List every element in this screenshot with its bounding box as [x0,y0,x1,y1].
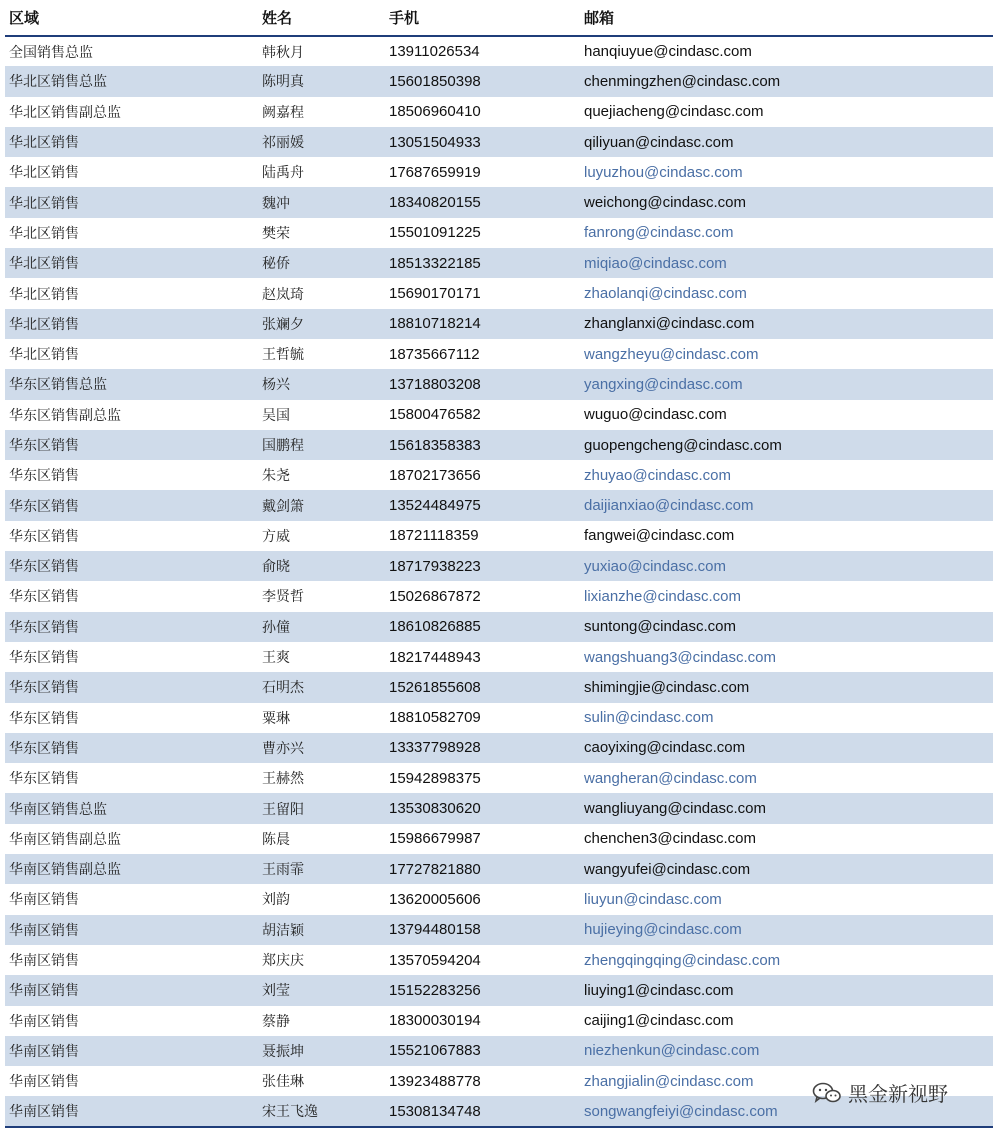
cell-phone: 18735667112 [389,345,480,363]
cell-name: 赵岚琦 [262,286,304,303]
cell-email: wangliuyang@cindasc.com [584,800,766,818]
table-row [5,369,993,399]
table-row [5,733,993,763]
cell-email: guopengcheng@cindasc.com [584,436,782,454]
header-name: 姓名 [258,0,385,36]
cell-region: 华南区销售 [9,983,79,1000]
cell-region: 华南区销售 [9,1013,79,1030]
cell-phone: 15026867872 [389,587,481,605]
cell-phone: 18721118359 [389,527,479,545]
cell-name: 蔡静 [262,1013,290,1030]
cell-name: 石明杰 [262,680,304,697]
cell-phone: 18810718214 [389,315,481,333]
cell-email[interactable]: liuyun@cindasc.com [584,890,722,908]
cell-region: 华南区销售 [5,1096,258,1126]
table-row [5,278,993,308]
cell-region: 华南区销售副总监 [9,831,121,848]
cell-name: 孙僮 [262,619,290,636]
cell-email[interactable]: niezhenkun@cindasc.com [584,1042,760,1060]
cell-email[interactable]: hujieying@cindasc.com [584,921,742,939]
cell-phone: 17687659919 [389,163,481,181]
cell-region: 华南区销售 [9,1074,79,1091]
cell-region: 华东区销售 [9,680,79,697]
cell-phone: 18340820155 [389,194,481,212]
cell-name: 王爽 [262,650,290,667]
table-row [5,187,993,217]
cell-email: zhanglanxi@cindasc.com [584,315,755,333]
cell-phone: 18513322185 [389,254,481,272]
cell-phone: 13923488778 [389,1072,481,1090]
cell-region: 华北区销售 [9,256,79,273]
cell-name: 朱尧 [262,468,290,485]
cell-phone: 15618358383 [389,436,481,454]
table-row [5,1006,993,1036]
cell-name: 聂振坤 [262,1043,304,1060]
cell-name: 王赫然 [262,771,304,788]
cell-name: 国鹏程 [262,438,304,454]
cell-name: 陈明真 [262,74,304,91]
cell-phone: 13570594204 [389,951,481,969]
table-row [5,581,993,611]
cell-phone: 15152283256 [389,981,481,999]
cell-phone: 18610826885 [389,618,481,636]
cell-email[interactable]: miqiao@cindasc.com [584,254,727,272]
cell-phone: 15942898375 [389,769,481,787]
cell-email: liuying1@cindasc.com [584,981,734,999]
header-phone: 手机 [385,0,580,36]
cell-email[interactable]: daijianxiao@cindasc.com [584,497,754,515]
table-row [5,248,993,278]
cell-name: 阙嘉程 [262,104,304,121]
cell-email[interactable]: luyuzhou@cindasc.com [584,163,743,181]
cell-phone: 17727821880 [389,860,481,878]
cell-region: 华南区销售 [9,953,79,970]
cell-phone: 13794480158 [389,921,481,939]
cell-phone: 18702173656 [389,466,481,484]
cell-phone: 15521067883 [389,1042,481,1060]
table-row [5,945,993,975]
table-row [5,854,993,884]
table-row [5,400,993,430]
cell-region: 华东区销售 [9,771,79,788]
sales-contact-table [5,0,993,1128]
cell-phone: 18506960410 [389,103,481,121]
cell-phone: 13051504933 [389,133,481,151]
cell-name: 粟琳 [262,710,290,727]
cell-name: 曹亦兴 [262,740,304,757]
cell-phone: 18810582709 [389,709,481,727]
cell-region: 华南区销售 [9,892,79,909]
cell-region: 华北区销售总监 [9,74,107,91]
cell-name: 戴剑箫 [262,498,304,515]
cell-name: 方威 [262,528,290,545]
watermark-text: 黑金新视野 [848,1082,948,1106]
table-row [5,884,993,914]
table-row [5,309,993,339]
cell-name: 魏冲 [262,195,290,212]
cell-email: wuguo@cindasc.com [584,406,727,424]
table-row [5,339,993,369]
table-row [5,551,993,581]
table-row [5,430,993,460]
table-row [5,66,993,96]
cell-region: 华北区销售 [9,135,79,152]
table-row [5,763,993,793]
wechat-icon [812,1081,842,1105]
cell-region: 华东区销售 [9,710,79,727]
cell-region: 华东区销售 [9,740,79,757]
cell-region: 华北区销售 [9,195,79,212]
table-row [5,612,993,642]
cell-name: 祁丽媛 [262,135,304,152]
cell-email[interactable]: wangheran@cindasc.com [584,769,757,787]
cell-name: 秘侨 [262,256,290,273]
cell-email: caijing1@cindasc.com [584,1012,734,1030]
table-row [5,521,993,551]
cell-email[interactable]: zhuyao@cindasc.com [584,466,731,484]
cell-email[interactable]: songwangfeiyi@cindasc.com [580,1096,993,1126]
cell-name: 李贤哲 [262,589,304,606]
cell-region: 华南区销售总监 [9,801,107,818]
cell-region: 华东区销售 [9,468,79,485]
cell-email[interactable]: zhengqingqing@cindasc.com [584,951,781,969]
cell-region: 华东区销售 [9,438,79,454]
cell-email[interactable]: fanrong@cindasc.com [584,224,734,242]
cell-region: 华南区销售 [9,1043,79,1060]
cell-phone: 13337798928 [389,739,481,757]
cell-email: chenmingzhen@cindasc.com [584,72,781,90]
cell-name: 韩秋月 [262,44,304,61]
cell-phone: 13524484975 [389,497,481,515]
table-row [5,915,993,945]
cell-phone: 15800476582 [389,406,481,424]
table-row [5,490,993,520]
cell-email: qiliyuan@cindasc.com [584,133,734,151]
cell-name: 俞晓 [262,559,290,576]
cell-email[interactable]: wangshuang3@cindasc.com [584,648,777,666]
cell-phone: 13620005606 [389,890,481,908]
cell-region: 华东区销售 [9,589,79,606]
cell-region: 华南区销售 [9,922,79,939]
table-row [5,157,993,187]
cell-email[interactable]: lixianzhe@cindasc.com [584,587,741,605]
cell-region: 华北区销售 [9,286,79,303]
cell-region: 华北区销售副总监 [9,104,121,121]
cell-region: 华东区销售总监 [9,377,107,394]
cell-phone: 15308134748 [385,1096,580,1126]
table-row [5,97,993,127]
table-row [5,975,993,1005]
cell-region: 华东区销售 [9,498,79,515]
cell-email: shimingjie@cindasc.com [584,678,750,696]
cell-region: 华北区销售 [9,316,79,333]
cell-region: 全国销售总监 [9,44,93,61]
cell-region: 华南区销售副总监 [9,862,121,879]
cell-region: 华东区销售 [9,650,79,667]
cell-email: quejiacheng@cindasc.com [584,103,764,121]
cell-region: 华北区销售 [9,347,79,364]
contact-table-container [5,0,993,1128]
cell-phone: 13718803208 [389,375,481,393]
watermark [812,1078,948,1107]
table-row [5,672,993,702]
table-row [5,793,993,823]
table-header-row [5,0,993,36]
cell-phone: 13530830620 [389,800,481,818]
cell-name: 王哲毓 [262,347,304,364]
cell-phone: 15261855608 [389,678,481,696]
table-row [5,36,993,66]
cell-name: 陈晨 [262,831,290,848]
cell-region: 华东区销售副总监 [9,407,121,424]
cell-email: suntong@cindasc.com [584,618,736,636]
table-row [5,642,993,672]
cell-email: wangyufei@cindasc.com [584,860,751,878]
header-region: 区域 [5,0,258,36]
cell-email[interactable]: zhaolanqi@cindasc.com [584,285,747,303]
cell-email: chenchen3@cindasc.com [584,830,756,848]
header-email: 邮箱 [580,0,993,36]
cell-region: 华北区销售 [9,225,79,242]
cell-email: fangwei@cindasc.com [584,527,735,545]
cell-name: 张佳琳 [262,1074,304,1091]
cell-name: 王雨霏 [262,862,304,879]
cell-phone: 18217448943 [389,648,481,666]
cell-email[interactable]: sulin@cindasc.com [584,709,714,727]
cell-name: 樊荣 [262,225,290,242]
table-row [5,1036,993,1066]
cell-phone: 13911026534 [389,43,480,61]
table-row [5,460,993,490]
table-row [5,218,993,248]
cell-name: 吴国 [262,407,290,424]
cell-phone: 15601850398 [389,72,481,90]
cell-name: 胡洁颖 [262,922,304,939]
cell-email: weichong@cindasc.com [584,194,746,212]
cell-name: 张斓夕 [262,316,304,333]
cell-name: 杨兴 [262,377,290,394]
cell-name: 王留阳 [262,801,304,818]
cell-email: caoyixing@cindasc.com [584,739,746,757]
cell-email[interactable]: wangzheyu@cindasc.com [584,345,759,363]
cell-phone: 15501091225 [389,224,481,242]
cell-region: 华东区销售 [9,619,79,636]
cell-region: 华东区销售 [9,528,79,545]
cell-email[interactable]: yuxiao@cindasc.com [584,557,726,575]
cell-email: hanqiuyue@cindasc.com [584,43,752,61]
table-row [5,127,993,157]
cell-email[interactable]: zhangjialin@cindasc.com [584,1072,754,1090]
cell-region: 华北区销售 [9,165,79,182]
cell-region: 华东区销售 [9,559,79,576]
cell-phone: 18300030194 [389,1012,481,1030]
cell-name: 宋王飞逸 [258,1096,385,1126]
cell-phone: 18717938223 [389,557,481,575]
cell-name: 刘韵 [262,892,290,909]
cell-name: 陆禹舟 [262,165,304,182]
table-body [5,36,993,1127]
cell-email[interactable]: yangxing@cindasc.com [584,375,743,393]
cell-phone: 15690170171 [389,285,481,303]
table-row [5,824,993,854]
table-row [5,703,993,733]
cell-phone: 15986679987 [389,830,481,848]
cell-name: 郑庆庆 [262,953,304,970]
cell-name: 刘莹 [262,983,290,1000]
